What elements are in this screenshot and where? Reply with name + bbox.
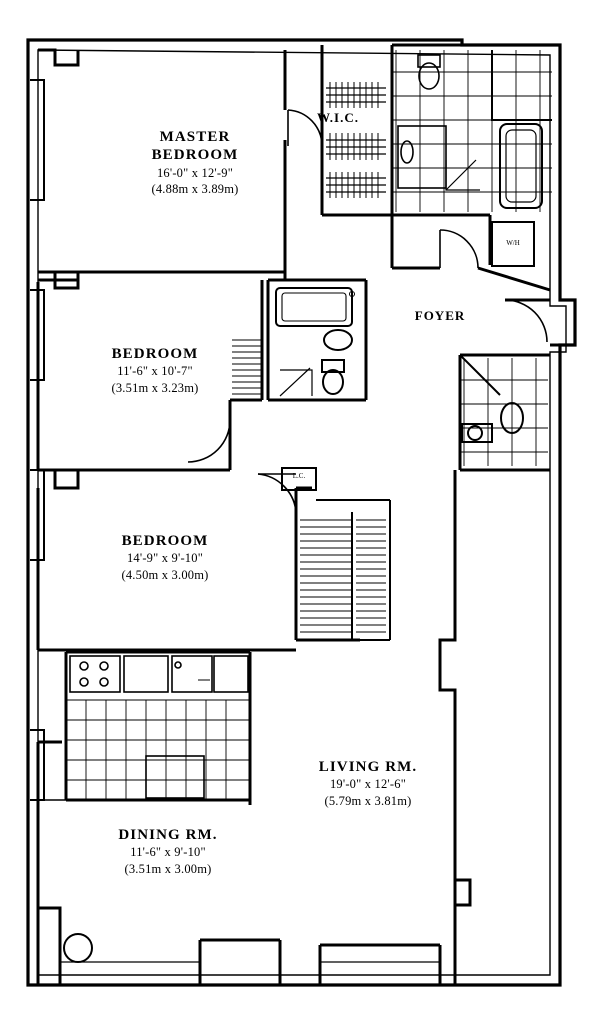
room-dimension-metric: (4.50m x 3.00m)	[121, 567, 209, 582]
room-dimension-metric: (5.79m x 3.81m)	[324, 793, 412, 808]
room-label-walk-in-closet	[296, 110, 380, 126]
room-name: MASTER	[159, 129, 231, 145]
room-name: BEDROOM	[111, 346, 199, 362]
room-dimension-imperial: 11'-6" x 10'-7"	[117, 364, 193, 379]
room-dimension-imperial: 14'-9" x 9'-10"	[126, 551, 204, 566]
room-name: DINING RM.	[118, 827, 218, 843]
room-dimension-metric: (3.51m x 3.23m)	[111, 380, 199, 395]
room-dimension-metric: (3.51m x 3.00m)	[124, 861, 212, 876]
room-dimension-imperial: 19'-0" x 12'-6"	[329, 777, 407, 792]
room-label-bedroom-2	[60, 345, 250, 396]
room-label-master-bedroom	[100, 128, 290, 197]
room-name: LIVING RM.	[318, 759, 418, 775]
room-name-second-line: BEDROOM	[151, 147, 239, 164]
room-dimension-imperial: 16'-0" x 12'-9"	[156, 165, 234, 180]
room-dimension-imperial: 11'-6" x 9'-10"	[130, 845, 206, 860]
room-label-dining-room	[78, 826, 258, 877]
room-dimension-metric: (4.88m x 3.89m)	[151, 181, 239, 196]
room-name: BEDROOM	[121, 533, 209, 549]
room-name: W.I.C.	[316, 110, 359, 125]
label-water-heater-closet: W/H	[506, 239, 520, 247]
label-linen-closet: L.C.	[292, 472, 306, 480]
room-label-living-room	[278, 758, 458, 809]
room-label-foyer	[400, 308, 480, 324]
room-label-bedroom-3	[70, 532, 260, 583]
room-name: FOYER	[414, 308, 466, 323]
